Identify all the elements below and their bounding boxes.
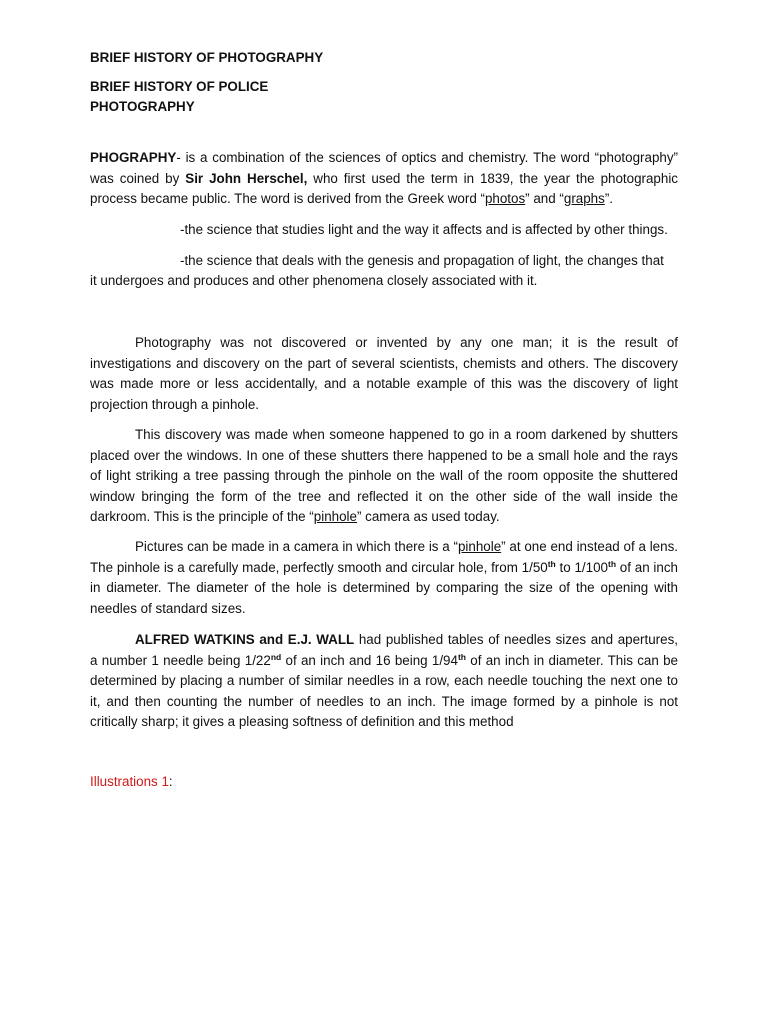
illustrations-colon: : [168,774,173,789]
author-names: ALFRED WATKINS and E.J. WALL [135,632,355,647]
paragraph-needles-text-2: of an inch and 16 being 1/94 [281,652,458,668]
paragraph-needles-text-1: had published tables of needles sizes and apertures, a number 1 needle being 1/22 [90,632,678,668]
intro-text-4: ”. [604,191,614,206]
paragraph-discovery: Photography was not discovered or invented by any one man; it is the result of investigations and discovery on the part of several scientists, chemists and others. The discovery was made more or less accidentally, and a notable example of this was the discovery of light projection through a pinhole. [90,335,678,412]
definition-graphs-line-2: it undergoes and produces and other phenomena closely associated with it. [90,273,538,288]
intro-word-graphs: graphs [563,191,605,206]
illustrations-label: Illustrations 1 [90,774,169,789]
superscript: th [608,558,617,569]
intro-text-1: - is a combination of the sciences of optics and chemistry. The word “photography” was coined by [90,150,678,186]
intro-text-3: ” and “ [525,191,564,206]
paragraph-needles [90,630,678,733]
superscript: nd [270,651,282,662]
intro-term: PHOGRAPHY [90,150,177,165]
paragraph-pinhole-camera [90,537,678,619]
pinhole-word: pinhole [313,509,357,524]
paragraph-darkroom [90,425,678,528]
definition-photos: -the science that studies light and the way it affects and is affected by other things. [180,222,668,237]
paragraph-pinhole-text-4: of an inch in diameter. The diameter of the hole is determined by comparing the size of the opening with needles of standard sizes. [90,559,678,616]
illustrations-heading [90,772,173,793]
paragraph-pinhole-text-1: Pictures can be made in a camera in which there is a “ [135,539,458,554]
intro-word-photos: photos [484,191,526,206]
section-title-line-1: BRIEF HISTORY OF POLICE [90,79,269,94]
paragraph-needles-text-3: of an inch in diameter. This can be determined by placing a number of similar needles in a row, each needle touching the next one to it, and then counting the number of needles to an inch. The image formed by a pinhole is not critically sharp; it gives a pleasing softness of definition and this method [90,652,679,729]
superscript: th [547,558,556,569]
paragraph-darkroom-text-2: ” camera as used today. [356,509,500,524]
paragraph-darkroom-text-1: This discovery was made when someone happened to go in a room darkened by shutters placed over the windows. In one of these shutters there happened to be a small hole and the rays of light striking a tree passing through the pinhole on the wall of the room opposite the shuttered window bringing the form of the tree and reflected it on the other side of the wall inside the darkroom. This is the principle of the “ [90,427,678,524]
document-title: BRIEF HISTORY OF PHOTOGRAPHY [90,50,324,65]
intro-text-2: who first used the term in 1839, the year the photographic process became public. The word is derived from the Greek word “ [90,170,678,206]
section-title-line-2: PHOTOGRAPHY [90,99,195,114]
intro-person-name: Sir John Herschel, [185,170,308,186]
intro-paragraph [90,148,678,210]
pinhole-word: pinhole [457,539,502,554]
paragraph-pinhole-text-2: ” at one end instead of a lens. The pinhole is a carefully made, perfectly smooth and circular hole, from 1/50 [90,539,678,575]
superscript: th [457,651,466,662]
definition-graphs-line-1: -the science that deals with the genesis and propagation of light, the changes that [180,253,664,268]
paragraph-pinhole-text-3: to 1/100 [555,559,608,575]
